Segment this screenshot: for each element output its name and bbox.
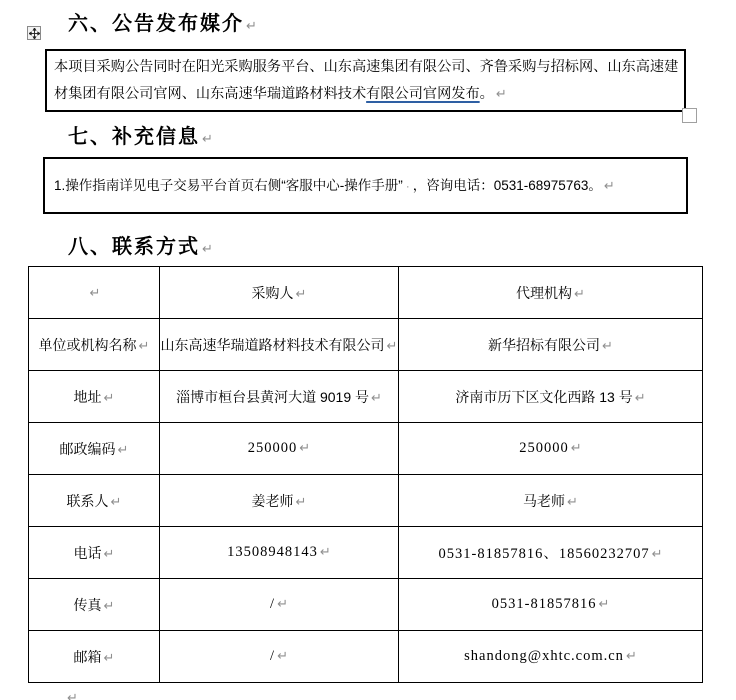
section-heading-media <box>68 13 736 38</box>
table-row-email <box>29 631 703 683</box>
purchaser-address: 淄博市桓台县黄河大道 9019 号 ↵ <box>160 371 399 423</box>
paragraph-mark: ↵ <box>103 546 115 562</box>
four-way-arrow-icon <box>29 28 40 39</box>
section-heading-media-text: 六、公告发布媒介 <box>68 13 244 35</box>
paragraph-mark: ↵ <box>117 442 129 458</box>
paragraph-mark: ↵ <box>386 338 398 354</box>
row-label: 联系人 ↵ <box>29 475 160 527</box>
section-heading-supplement-text: 七、补充信息 <box>68 126 200 148</box>
official-website-link[interactable]: 有限公司官网发布 <box>366 86 480 102</box>
supplement-text <box>54 172 615 200</box>
paragraph-mark: ↵ <box>319 545 331 560</box>
media-line1-text: 本项目采购公告同时在阳光采购服务平台、山东高速集团有限公司、齐鲁采购与招标网、山东高速建 <box>54 59 679 75</box>
agency-address: 济南市历下区文化西路 13 号 ↵ <box>399 371 703 423</box>
table-row-header <box>29 267 703 319</box>
row-label: 地址 ↵ <box>29 371 160 423</box>
table-move-handle-icon[interactable] <box>27 26 41 40</box>
agency-name: 新华招标有限公司 ↵ <box>399 319 703 371</box>
media-line2-end: 。 <box>479 86 494 102</box>
paragraph-mark: ↵ <box>295 494 307 510</box>
paragraph-mark: ↵ <box>103 598 115 614</box>
media-text-line2 <box>54 81 678 108</box>
paragraph-mark: ↵ <box>295 286 307 302</box>
paragraph-mark: ↵ <box>202 242 213 257</box>
purchaser-fax: / ↵ <box>160 579 399 631</box>
agency-phone: 0531-81857816、18560232707 ↵ <box>399 527 703 579</box>
supplement-textbox <box>43 157 688 214</box>
paragraph-mark: ↵ <box>67 691 78 700</box>
table-row-postcode <box>29 423 703 475</box>
header-cell-empty <box>29 267 160 319</box>
table-row-contact-person <box>29 475 703 527</box>
section-heading-contact <box>68 236 736 261</box>
trailing-paragraph-mark <box>65 689 736 700</box>
paragraph-mark: ↵ <box>651 547 663 562</box>
paragraph-mark: ↵ <box>103 650 115 666</box>
purchaser-email: / ↵ <box>160 631 399 683</box>
table-row-fax <box>29 579 703 631</box>
paragraph-mark: ↵ <box>89 286 101 301</box>
paragraph-mark: ↵ <box>570 441 582 456</box>
row-label: 邮箱 ↵ <box>29 631 160 683</box>
paragraph-mark: ↵ <box>138 338 150 354</box>
table-row-phone <box>29 527 703 579</box>
contact-table <box>28 266 703 683</box>
agency-fax: 0531-81857816 ↵ <box>399 579 703 631</box>
paragraph-mark: ↵ <box>625 649 637 664</box>
paragraph-mark: ↵ <box>495 87 507 102</box>
paragraph-mark: ↵ <box>602 338 613 354</box>
paragraph-mark: ↵ <box>277 649 288 664</box>
row-label: 单位或机构名称 ↵ <box>29 319 160 371</box>
row-label: 邮政编码 ↵ <box>29 423 160 475</box>
paragraph-mark: ↵ <box>634 390 646 406</box>
purchaser-phone: 13508948143 ↵ <box>160 527 399 579</box>
paragraph-mark: ↵ <box>371 390 382 406</box>
supplement-text-main: 1.操作指南详见电子交易平台首页右侧“客服中心-操作手册” <box>54 177 403 193</box>
table-row-name <box>29 319 703 371</box>
paragraph-mark: ↵ <box>110 494 122 510</box>
table-row-address <box>29 371 703 423</box>
media-textbox <box>45 49 686 112</box>
paragraph-mark: ↵ <box>103 390 115 406</box>
section-heading-supplement <box>68 126 736 151</box>
paragraph-mark: ↵ <box>246 19 257 34</box>
agency-postcode: 250000 ↵ <box>399 423 703 475</box>
paragraph-mark: ↵ <box>202 132 213 147</box>
header-cell-purchaser: 采购人 ↵ <box>160 267 399 319</box>
paragraph-mark: ↵ <box>603 178 615 194</box>
row-label: 传真 ↵ <box>29 579 160 631</box>
header-cell-agency: 代理机构 ↵ <box>399 267 703 319</box>
agency-contact-person: 马老师 ↵ <box>399 475 703 527</box>
paragraph-mark: ↵ <box>598 597 610 612</box>
section-heading-contact-text: 八、联系方式 <box>68 236 200 258</box>
purchaser-name: 山东高速华瑞道路材料技术有限公司 ↵ <box>160 319 399 371</box>
paragraph-mark: ↵ <box>574 286 585 302</box>
paragraph-mark: ↵ <box>277 597 288 612</box>
supplement-text-rest: ，咨询电话：0531-68975763。 <box>412 177 602 193</box>
purchaser-postcode: 250000 ↵ <box>160 423 399 475</box>
media-text-line1 <box>54 54 678 81</box>
row-label: 电话 ↵ <box>29 527 160 579</box>
space-mark: · <box>405 178 410 193</box>
agency-email: shandong@xhtc.com.cn ↵ <box>399 631 703 683</box>
purchaser-contact-person: 姜老师 ↵ <box>160 475 399 527</box>
media-line2-text: 材集团有限公司官网、山东高速华瑞道路材料技术 <box>54 86 367 102</box>
table-resize-handle[interactable] <box>682 108 697 123</box>
paragraph-mark: ↵ <box>299 441 311 456</box>
paragraph-mark: ↵ <box>567 494 578 510</box>
